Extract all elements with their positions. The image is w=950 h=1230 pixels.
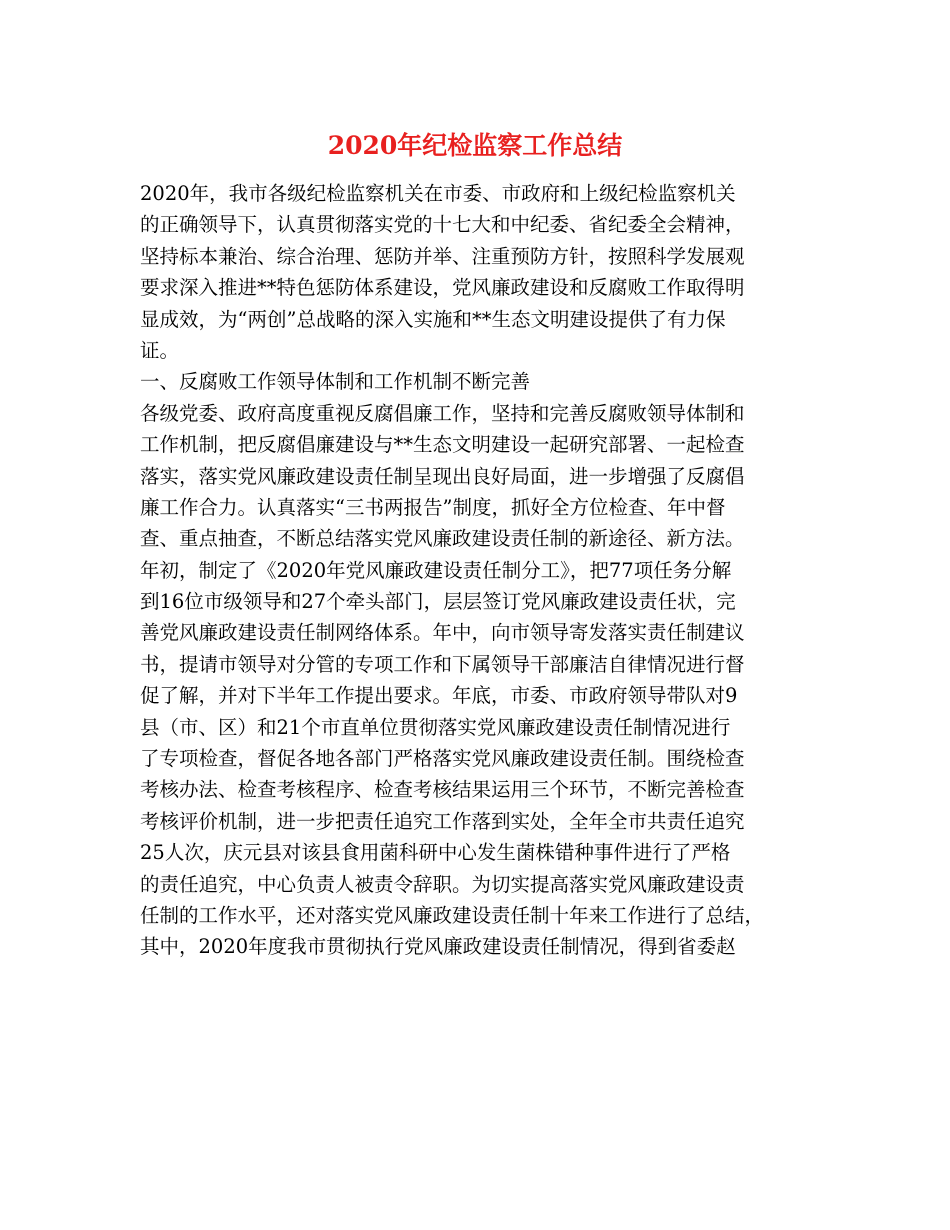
text-line: 25人次，庆元县对该县食用菌科研中心发生菌株错种事件进行了严格	[140, 841, 731, 865]
text-line: 工作机制，把反腐倡廉建设与**生态文明建设一起研究部署、一起检查	[140, 433, 745, 457]
text-line: 落实，落实党风廉政建设责任制呈现出良好局面，进一步增强了反腐倡	[140, 464, 745, 488]
text-line: 善党风廉政建设责任制网络体系。年中，向市领导寄发落实责任制建议	[140, 621, 745, 645]
text-line: 证。	[140, 338, 180, 362]
section-heading: 一、反腐败工作领导体制和工作机制不断完善	[140, 370, 531, 394]
text-line: 2020年，我市各级纪检监察机关在市委、市政府和上级纪检监察机关	[140, 182, 736, 205]
text-line: 的责任追究，中心负责人被责令辞职。为切实提高落实党风廉政建设责	[140, 872, 745, 896]
text-line: 促了解，并对下半年工作提出要求。年底，市委、市政府领导带队对9	[140, 684, 738, 708]
text-line: 显成效，为“两创”总战略的深入实施和**生态文明建设提供了有力保	[140, 307, 726, 331]
text-line: 书，提请市领导对分管的专项工作和下属领导干部廉洁自律情况进行督	[140, 652, 745, 676]
text-line: 到16位市级领导和27个牵头部门，层层签订党风廉政建设责任状，完	[140, 590, 736, 614]
text-line: 各级党委、政府高度重视反腐倡廉工作，坚持和完善反腐败领导体制和	[140, 401, 745, 425]
text-line: 要求深入推进**特色惩防体系建设，党风廉政建设和反腐败工作取得明	[140, 276, 745, 300]
text-line: 县（市、区）和21个市直单位贯彻落实党风廉政建设责任制情况进行	[140, 715, 731, 739]
text-line: 其中，2020年度我市贯彻执行党风廉政建设责任制情况，得到省委赵	[140, 935, 736, 959]
text-line: 了专项检查，督促各地各部门严格落实党风廉政建设责任制。围绕检查	[140, 747, 745, 771]
text-line: 查、重点抽查，不断总结落实党风廉政建设责任制的新途径、新方法。	[140, 527, 745, 551]
text-line: 的正确领导下，认真贯彻落实党的十七大和中纪委、省纪委全会精神，	[140, 213, 745, 237]
document-title: 2020年纪检监察工作总结	[327, 131, 623, 160]
text-line: 廉工作合力。认真落实“三书两报告”制度，抓好全方位检查、年中督	[140, 495, 726, 519]
text-line: 坚持标本兼治、综合治理、惩防并举、注重预防方针，按照科学发展观	[140, 244, 745, 268]
text-line: 年初，制定了《2020年党风廉政建设责任制分工》，把77项任务分解	[140, 558, 732, 582]
document-body	[140, 178, 820, 963]
text-line: 考核评价机制，进一步把责任追究工作落到实处，全年全市共责任追究	[140, 809, 745, 833]
text-line: 考核办法、检查考核程序、检查考核结果运用三个环节，不断完善检查	[140, 778, 745, 802]
text-line: 任制的工作水平，还对落实党风廉政建设责任制十年来工作进行了总结，	[140, 903, 765, 927]
